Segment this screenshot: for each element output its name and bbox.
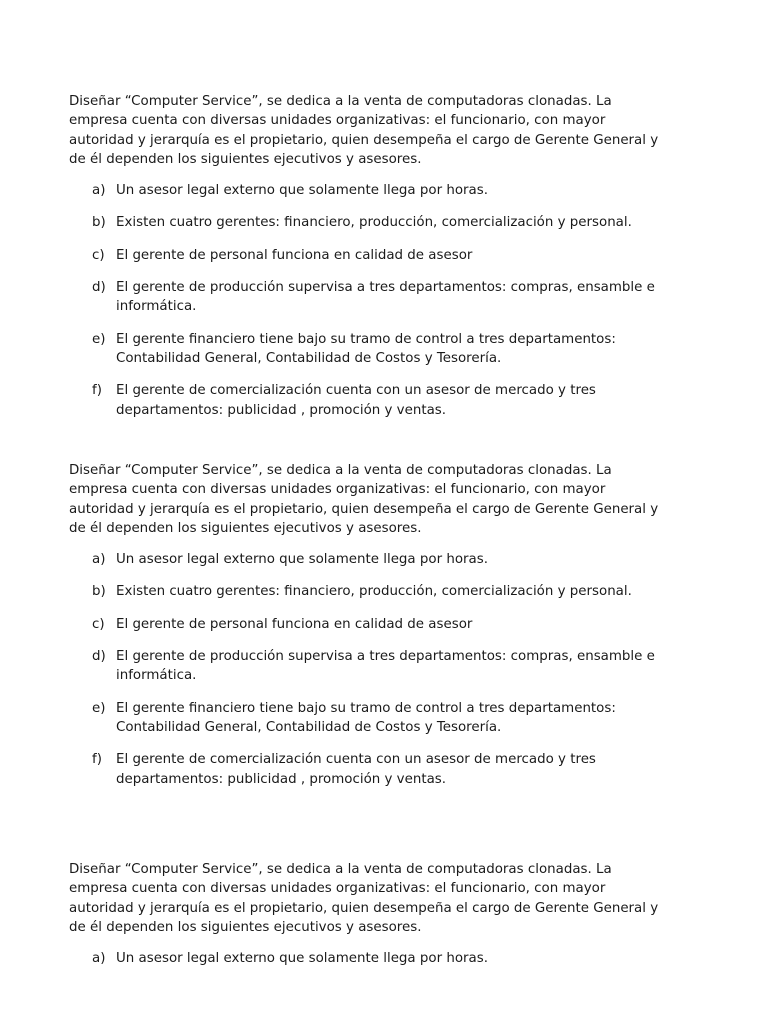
list-marker: a) bbox=[92, 183, 106, 199]
list-item bbox=[69, 550, 709, 569]
list-item bbox=[69, 181, 709, 200]
list-marker: a) bbox=[92, 552, 106, 568]
list-item bbox=[69, 246, 709, 265]
list-marker: c) bbox=[92, 616, 105, 632]
list-marker: e) bbox=[92, 331, 106, 347]
list-item bbox=[69, 381, 709, 420]
list-item-text: El gerente financiero tiene bajo su tramo de control a tres departamentos: Contabilidad General, Contabilidad de Costos y Tesorería. bbox=[116, 700, 616, 735]
list-item bbox=[69, 699, 709, 738]
list-item-text: El gerente de personal funciona en calidad de asesor bbox=[116, 616, 473, 632]
list-item-text: El gerente de personal funciona en calidad de asesor bbox=[116, 247, 473, 263]
list-marker: c) bbox=[92, 247, 105, 263]
exercise-intro: Diseñar “Computer Service”, se dedica a la venta de computadoras clonadas. La empresa cuenta con diversas unidades organizativas: el funcionario, con mayor autoridad y jerarquía es el propietario, quien desempeña el cargo de Gerente General y de él dependen los siguientes ejecutivos y asesores. bbox=[69, 94, 659, 167]
list-marker: d) bbox=[92, 280, 106, 296]
exercise-list bbox=[69, 949, 709, 968]
list-marker: f) bbox=[92, 752, 102, 768]
list-marker: a) bbox=[92, 951, 106, 967]
list-item bbox=[69, 330, 709, 369]
list-item-text: El gerente de comercialización cuenta con un asesor de mercado y tres departamentos: publicidad , promoción y ventas. bbox=[116, 383, 596, 418]
list-item-text: El gerente de comercialización cuenta con un asesor de mercado y tres departamentos: publicidad , promoción y ventas. bbox=[116, 752, 596, 787]
exercise-block-3 bbox=[69, 860, 709, 968]
exercise-block-1 bbox=[69, 92, 709, 420]
list-item bbox=[69, 213, 709, 232]
list-item-text: Un asesor legal externo que solamente llega por horas. bbox=[116, 552, 488, 568]
list-item-text: El gerente de producción supervisa a tres departamentos: compras, ensamble e informática. bbox=[116, 280, 655, 315]
list-item-text: Existen cuatro gerentes: financiero, producción, comercialización y personal. bbox=[116, 584, 632, 600]
list-marker: b) bbox=[92, 215, 106, 231]
exercise-intro: Diseñar “Computer Service”, se dedica a la venta de computadoras clonadas. La empresa cuenta con diversas unidades organizativas: el funcionario, con mayor autoridad y jerarquía es el propietario, quien desempeña el cargo de Gerente General y de él dependen los siguientes ejecutivos y asesores. bbox=[69, 862, 659, 935]
exercise-list bbox=[69, 550, 709, 789]
list-marker: d) bbox=[92, 649, 106, 665]
list-item bbox=[69, 647, 709, 686]
list-item-text: El gerente financiero tiene bajo su tramo de control a tres departamentos: Contabilidad General, Contabilidad de Costos y Tesorería. bbox=[116, 331, 616, 366]
list-item-text: Existen cuatro gerentes: financiero, producción, comercialización y personal. bbox=[116, 215, 632, 231]
list-marker: e) bbox=[92, 700, 106, 716]
list-item-text: Un asesor legal externo que solamente llega por horas. bbox=[116, 951, 488, 967]
list-item bbox=[69, 582, 709, 601]
list-item bbox=[69, 615, 709, 634]
list-item bbox=[69, 278, 709, 317]
list-item bbox=[69, 949, 709, 968]
exercise-intro: Diseñar “Computer Service”, se dedica a la venta de computadoras clonadas. La empresa cuenta con diversas unidades organizativas: el funcionario, con mayor autoridad y jerarquía es el propietario, quien desempeña el cargo de Gerente General y de él dependen los siguientes ejecutivos y asesores. bbox=[69, 463, 659, 536]
list-item-text: Un asesor legal externo que solamente llega por horas. bbox=[116, 183, 488, 199]
list-item bbox=[69, 750, 709, 789]
exercise-block-2 bbox=[69, 461, 709, 789]
list-marker: b) bbox=[92, 584, 106, 600]
list-item-text: El gerente de producción supervisa a tres departamentos: compras, ensamble e informática. bbox=[116, 649, 655, 684]
list-marker: f) bbox=[92, 383, 102, 399]
exercise-list bbox=[69, 181, 709, 420]
